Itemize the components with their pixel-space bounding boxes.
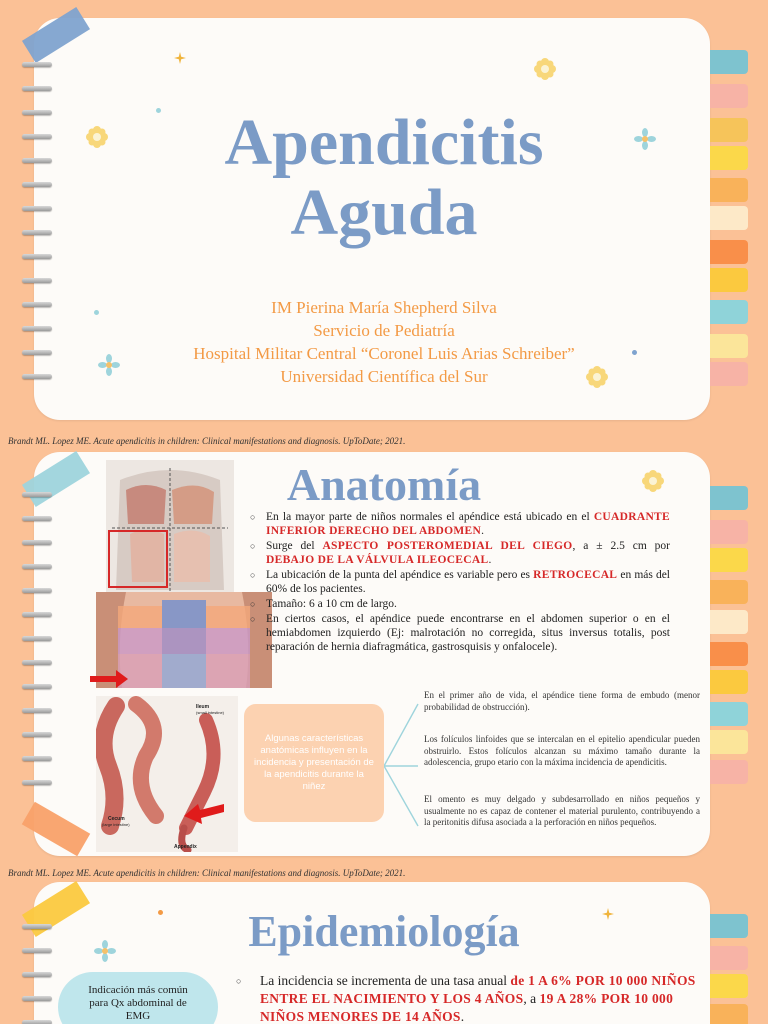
citation: Brandt ML. Lopez ME. Acute apendicitis in children: Clinical manifestations and diagnosis. UpToDate; 2021.: [8, 868, 406, 878]
page-title: [0, 108, 768, 248]
university-name: Universidad Científica del Sur: [280, 367, 488, 386]
ileum-sublabel: (small intestine): [196, 710, 225, 715]
callout-box: [244, 704, 384, 822]
yellow-flower-icon: [642, 470, 664, 492]
appendix-anatomy-image: [96, 696, 238, 852]
anatomy-bullets: [250, 510, 670, 655]
red-arrow-icon: [184, 800, 224, 824]
bullet-item: ○ En la mayor parte de niños normales el apéndice está ubicado en el CUADRANTE INFERIOR DERECHO DEL ABDOMEN.: [250, 510, 670, 538]
subtitle-block: [0, 296, 768, 388]
cecum-sublabel: (large intestine): [102, 822, 130, 827]
citation: Brandt ML. Lopez ME. Acute apendicitis in children: Clinical manifestations and diagnosis. UpToDate; 2021.: [8, 436, 406, 446]
bullet-item: ○ La incidencia se incrementa de una tasa anual de 1 A 6% POR 10 000 NIÑOS ENTRE EL NACIMIENTO Y LOS 4 AÑOS, a 19 A 28% POR 10 000 NIÑOS MENORES DE 14 AÑOS.: [236, 972, 696, 1024]
service-name: Servicio de Pediatría: [313, 321, 455, 340]
spiral-binding: [22, 448, 56, 868]
slide-epidemiology: [0, 880, 768, 1024]
star-icon: [602, 908, 614, 920]
slide-anatomy: [0, 448, 768, 878]
bullet-item: ○ Surge del ASPECTO POSTEROMEDIAL DEL CIEGO, a ± 2.5 cm por DEBAJO DE LA VÁLVULA ILEOCECAL.: [250, 539, 670, 567]
red-arrow-icon: [90, 670, 128, 688]
highlight-frame: [108, 530, 168, 588]
callout-text: Indicación más común para Qx abdominal de EMG: [88, 984, 188, 1022]
title-line-1: Apendicitis: [224, 106, 544, 179]
title-line-2: Aguda: [290, 176, 478, 249]
cecum-label: Cecum: [108, 816, 125, 822]
section-title: Epidemiología: [248, 907, 520, 956]
bullet-item: ○ La ubicación de la punta del apéndice es variable pero es RETROCECAL en más del 60% de los pacientes.: [250, 568, 670, 596]
bullet-item: ○ Tamaño: 6 a 10 cm de largo.: [250, 597, 670, 611]
decor-dot: [158, 910, 163, 915]
epidemiology-bullets: [236, 972, 696, 1024]
bullet-item: ○ En ciertos casos, el apéndice puede encontrarse en el abdomen superior o en el hemiabdomen izquierdo (Ej: malrotación no corregida, situs inversus totalis, post reparación de hernia diafragmática, gastrosquisis y onfalocele).: [250, 612, 670, 654]
note-follicles: Los folículos linfoides que se intercalan en el epitelio apendicular pueden obstruirlo. Estos folículos alcanzan su máximo tamaño durante la adolescencia, grupo etario con la máxima incidencia de apendicitis.: [424, 734, 700, 767]
callout-text: Algunas características anatómicas influyen en la incidencia y presentación de la apendicitis durante la niñez: [254, 733, 374, 792]
connector-lines: [384, 698, 420, 830]
star-icon: [174, 52, 186, 64]
ileum-label: Ileum: [196, 704, 210, 710]
spiral-binding: [22, 880, 56, 1024]
note-omentum: El omento es muy delgado y subdesarrollado en niños pequeños y usualmente no es capaz de contener el material purulento, contribuyendo a la peritonitis difusa asociada a la perforación en niños pequeños.: [424, 794, 700, 827]
yellow-flower-icon: [534, 58, 556, 80]
hospital-name: Hospital Militar Central “Coronel Luis Arias Schreiber”: [193, 344, 575, 363]
author-name: IM Pierina María Shepherd Silva: [271, 298, 497, 317]
appendix-label: Appendix: [174, 844, 197, 850]
note-funnel: En el primer año de vida, el apéndice tiene forma de embudo (menor probabilidad de obstrucción).: [424, 690, 700, 712]
callout-box: [58, 972, 218, 1024]
blue-flower-icon: [94, 940, 116, 962]
slide-title: [0, 0, 768, 446]
section-title: Anatomía: [286, 459, 482, 510]
